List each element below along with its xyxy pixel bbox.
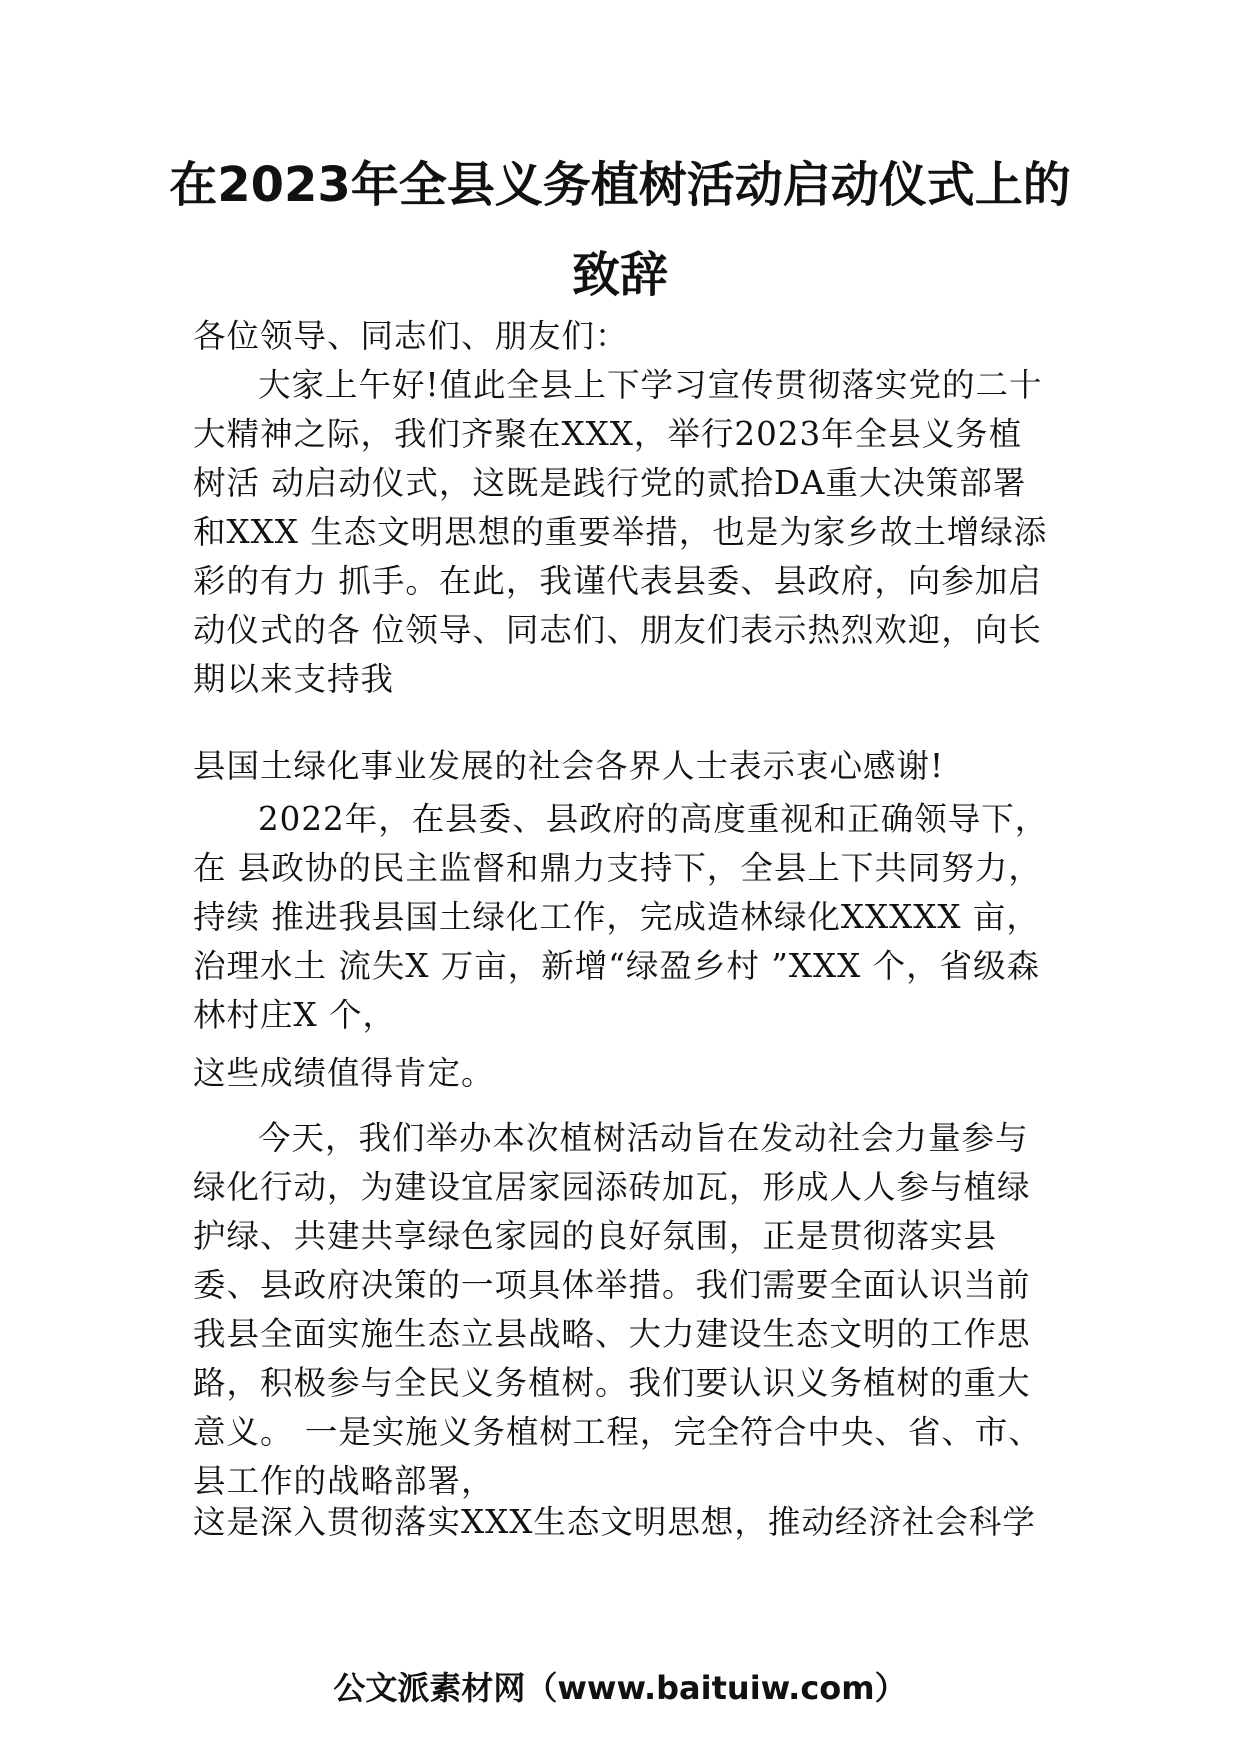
paragraph-thanks: 县国土绿化事业发展的社会各界人士表示衷心感谢! — [193, 747, 945, 785]
footer-source: 公文派素材网（www.baituiw.com） — [333, 1669, 907, 1707]
paragraph-achievements: 2022年，在县委、县政府的高度重视和正确领导下，在 县政协的民主监督和鼎力支持下，全县上下共同努力，持续 推进我县国土绿化工作，完成造林绿化XXXXX 亩，治理水土 流失X 万亩，新增“绿盈乡村 ”XXX 个，省级森林村庄X 个， — [193, 800, 1049, 1034]
paragraph-purpose: 今天，我们举办本次植树活动旨在发动社会力量参与绿化行动，为建设宜居家园添砖加瓦，形成人人参与植绿护绿、共建共享绿色家园的良好氛围，正是贯彻落实县委、县政府决策的一项具体举措。我们需要全面认识当前我县全面实施生态立县战略、大力建设生态文明的工作思路，积极参与全民义务植树。我们要认识义务植树的重大意义。 一是实施义务植树工程，完全符合中央、省、市、县工作的战略部署， — [193, 1119, 1042, 1500]
document-title-line1: 在2023年全县义务植树活动启动仪式上的 — [169, 157, 1071, 213]
document-title-line2: 致辞 — [571, 247, 668, 303]
paragraph-opening: 大家上午好!值此全县上下学习宣传贯彻落实党的二十大精神之际，我们齐聚在XXX，举行2023年全县义务植树活 动启动仪式，这既是践行党的贰拾DA重大决策部署和XXX 生态文明思想的重要举措，也是为家乡故土增绿添彩的有力 抓手。在此，我谨代表县委、县政府，向参加启动仪式的各 位领导、同志们、朋友们表示热烈欢迎，向长期以来支持我 — [193, 366, 1048, 698]
salutation: 各位领导、同志们、朋友们： — [193, 317, 629, 355]
paragraph-continuation: 这是深入贯彻落实XXX生态文明思想，推动经济社会科学 — [193, 1503, 1036, 1541]
paragraph-affirmation: 这些成绩值得肯定。 — [193, 1054, 495, 1092]
